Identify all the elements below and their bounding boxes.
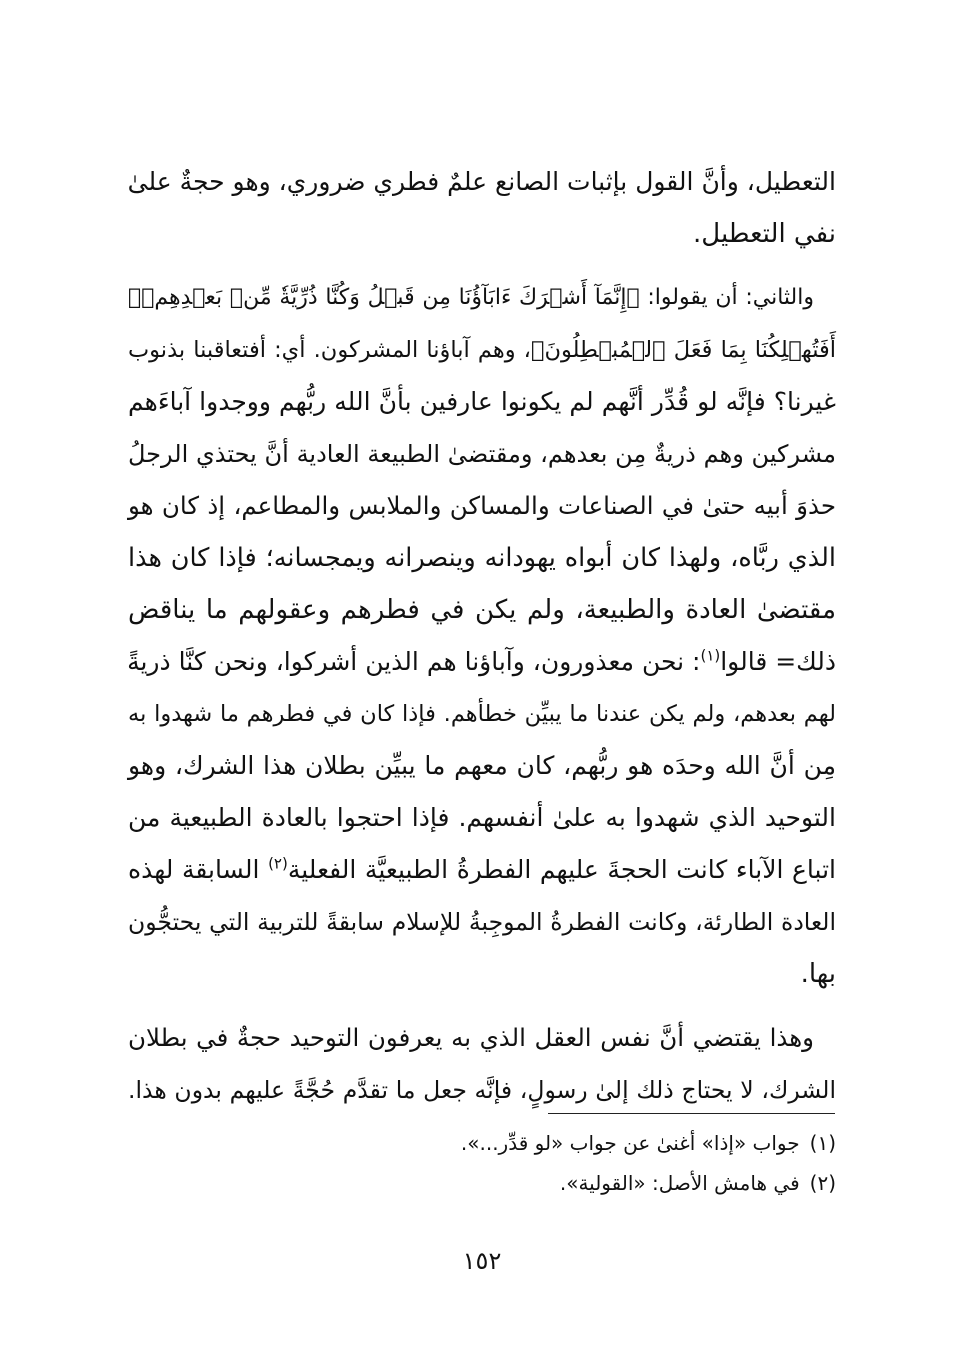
p2-line-14: بها. — [800, 959, 836, 989]
p2-line-12-a: اتباع الآباء كانت الحجةَ عليهم الفطرةُ الطبيعيَّة الفعلية — [287, 855, 836, 884]
p2-line-5: حذوَ أبيه حتىٰ في الصناعات والمساكن والملابس والمطاعم، إذ كان هو — [128, 491, 836, 520]
p2-line-9: لهم بعدهم، ولم يكن عندنا ما يبيِّن خطأهم. فإذا كان في فطرهم ما شهدوا به — [128, 701, 836, 727]
footnote-ref-1: (١) — [700, 646, 721, 665]
quran-verse-part-1: ﴿إِنَّمَآ أَشۡرَكَ ءَابَآؤُنَا مِن قَبۡلُ وَكُنَّا ذُرِّيَّةٗ مِّنۢ بَعۡدِهِمۡۖ — [128, 285, 640, 310]
footnote-1-number: (١) — [809, 1131, 836, 1155]
footnote-2-text: في هامش الأصل: «القولية». — [559, 1171, 800, 1195]
footnote-ref-2: (٢) — [268, 854, 288, 873]
p2-line-7: مقتضىٰ العادة والطبيعة، ولم يكن في فطرهم وعقولهم ما يناقض — [128, 595, 836, 625]
footnote-2 — [560, 1166, 836, 1200]
p1-line-2: نفي التعطيل. — [693, 219, 836, 249]
p1-line-1: التعطيل، وأنَّ القول بإثبات الصانع علمٌ فطري ضروري، وهو حجةٌ علىٰ — [127, 167, 836, 196]
p3-line-1: وهذا يقتضي أنَّ نفس العقل الذي به يعرفون التوحيد حجةٌ في بطلان — [128, 1023, 814, 1052]
p2-line-8-b: : نحن معذورون، وآباؤنا هم الذين أشركوا، ونحن كنَّا ذريةً — [127, 647, 701, 676]
p2-line-11: التوحيد الذي شهدوا به علىٰ أنفسهم. فإذا احتجوا بالعادة الطبيعية من — [128, 803, 836, 832]
p2-line-4: مشركين وهم ذريةٌ مِن بعدهم، ومقتضىٰ الطبيعة العادية أنَّ يحتذي الرجلُ — [128, 440, 836, 468]
p2-line-10: مِن أنَّ الله وحدَه هو ربُّهم، كان معهم ما يبيِّن بطلان هذا الشرك، وهو — [128, 751, 836, 780]
quran-verse-part-2: أَفَتُهۡلِكُنَا بِمَا فَعَلَ ٱلۡمُبۡطِلُونَ﴾ — [530, 337, 836, 363]
p2-line-2-rest: ، وهم آباؤنا المشركون. أي: أفتعاقبنا بذنوب — [128, 337, 531, 363]
p2-line-2 — [128, 328, 836, 372]
footnote-1-text: جواب «إذا» أغنىٰ عن جواب «لو قدِّر...». — [460, 1131, 800, 1155]
p2-line-8-a: ذلك= قالوا — [720, 647, 836, 676]
footnote-1 — [461, 1126, 836, 1160]
p2-line-1 — [128, 276, 814, 320]
p2-line-6: الذي ربَّاه، ولهذا كان أبواه يهودانه وينصرانه ويمجسانه؛ فإذا كان هذا — [128, 543, 836, 573]
p2-line-13: العادة الطارئة، وكانت الفطرةُ الموجِبةُ للإسلام سابقةً للتربية التي يحتجُّون — [128, 908, 836, 936]
footnote-separator — [548, 1113, 835, 1114]
footnote-2-number: (٢) — [809, 1171, 836, 1195]
p2-line-12 — [128, 848, 836, 892]
p2-line-8 — [128, 640, 836, 684]
p2-line-12-b: السابقة لهذه — [128, 855, 269, 884]
p3-line-2: الشرك، لا يحتاج ذلك إلىٰ رسولٍ، فإنَّه جعل ما تقدَّم حُجَّةً عليهم بدون هذا. — [128, 1076, 836, 1104]
page-number: ١٥٢ — [462, 1247, 502, 1275]
p2-line-3: غيرنا؟ فإنَّه لو قُدِّر أنَّهم لم يكونوا عارفين بأنَّ الله ربُّهم ووجدوا آباءَهم — [128, 387, 836, 416]
p2-intro: والثاني: أن يقولوا: — [639, 285, 814, 310]
